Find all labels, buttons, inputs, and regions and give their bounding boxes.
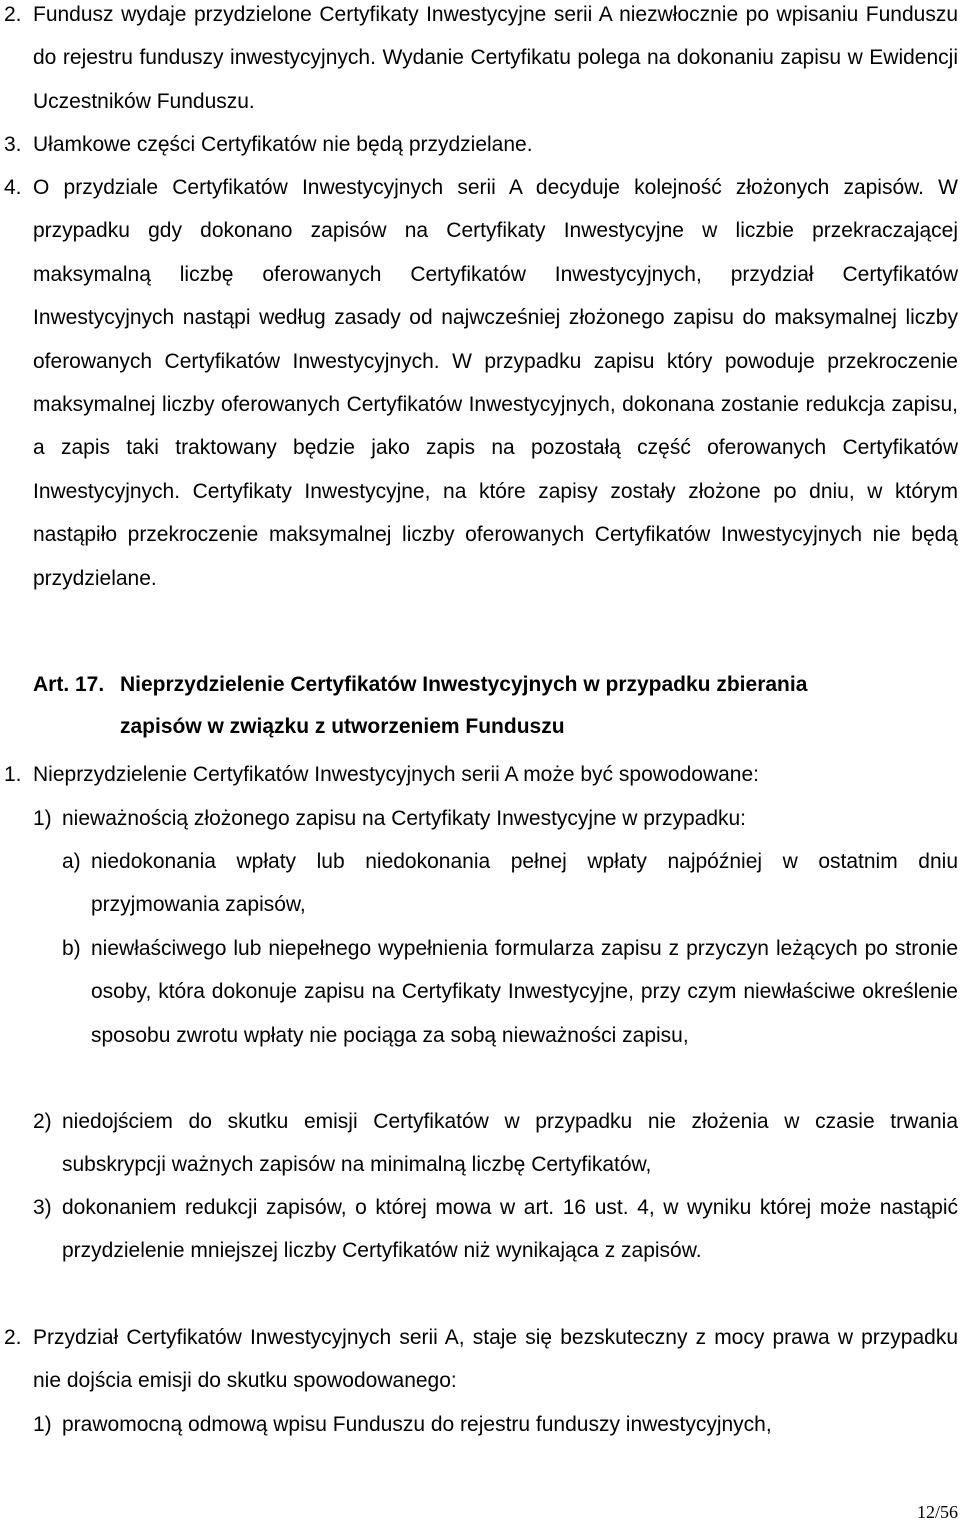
list-number: 1): [33, 807, 52, 830]
paragraph-1-1: nieważnością złożonego zapisu na Certyfikaty Inwestycyjne w przypadku:: [62, 807, 747, 830]
paragraph-1-3: dokonaniem redukcji zapisów, o której mowa w art. 16 ust. 4, w wyniku której może nastąpić przydzielenie mniejszej liczby Certyfikatów niż wynikająca z zapisów.: [62, 1196, 958, 1263]
paragraph-1: Nieprzydzielenie Certyfikatów Inwestycyjnych serii A może być spowodowane:: [33, 763, 759, 786]
list-number: 2): [33, 1110, 52, 1133]
paragraph-1-1-b: niewłaściwego lub niepełnego wypełnienia formularza zapisu z przyczyn leżących po stronie osoby, która dokonuje zapisu na Certyfikaty Inwestycyjne, przy czym niewłaściwe określenie sposobu zwrotu wpłaty nie pociąga za sobą nieważności zapisu,: [91, 937, 958, 1047]
paragraph-1-1-a: niedokonania wpłaty lub niedokonania pełnej wpłaty najpóźniej w ostatnim dniu przyjmowania zapisów,: [91, 850, 958, 917]
paragraph-item-3: Ułamkowe części Certyfikatów nie będą przydzielane.: [33, 133, 533, 156]
paragraph-item-4: O przydziale Certyfikatów Inwestycyjnych serii A decyduje kolejność złożonych zapisów. W przypadku gdy dokonano zapisów na Certyfikaty Inwestycyjne w liczbie przekraczającej maksymalną liczbę oferowanych Certyfikatów Inwestycyjnych, przydział Certyfikatów Inwestycyjnych nastąpi według zasady od najwcześniej złożonego zapisu do maksymalnej liczby oferowanych Certyfikatów Inwestycyjnych. W przypadku zapisu który powoduje przekroczenie maksymalnej liczby oferowanych Certyfikatów Inwestycyjnych, dokonana zostanie redukcja zapisu, a zapis taki traktowany będzie jako zapis na pozostałą część oferowanych Certyfikatów Inwestycyjnych. Certyfikaty Inwestycyjne, na które zapisy zostały złożone po dniu, w którym nastąpiło przekroczenie maksymalnej liczby oferowanych Certyfikatów Inwestycyjnych nie będą przydzielane.: [33, 176, 958, 590]
paragraph-2-1: prawomocną odmową wpisu Funduszu do rejestru funduszy inwestycyjnych,: [62, 1413, 772, 1436]
article-number: Art. 17.: [33, 673, 105, 696]
list-letter: b): [62, 937, 81, 960]
list-number: 3): [33, 1196, 52, 1219]
list-letter: a): [62, 850, 81, 873]
list-number: 1.: [4, 763, 22, 786]
paragraph-1-2: niedojściem do skutku emisji Certyfikatów w przypadku nie złożenia w czasie trwania subskrypcji ważnych zapisów na minimalną liczbę Certyfikatów,: [62, 1110, 958, 1177]
list-number: 4.: [4, 176, 22, 199]
list-number: 3.: [4, 133, 22, 156]
paragraph-2: Przydział Certyfikatów Inwestycyjnych serii A, staje się bezskuteczny z mocy prawa w przypadku nie dojścia emisji do skutku spowodowanego:: [33, 1326, 958, 1393]
paragraph-item-2: Fundusz wydaje przydzielone Certyfikaty Inwestycyjne serii A niezwłocznie po wpisaniu Funduszu do rejestru funduszy inwestycyjnych. Wydanie Certyfikatu polega na dokonaniu zapisu w Ewidencji Uczestników Funduszu.: [33, 3, 958, 113]
list-number: 2.: [4, 3, 22, 26]
page-number: 12/56: [916, 1502, 958, 1522]
list-number: 2.: [4, 1326, 22, 1349]
article-title-line-2: zapisów w związku z utworzeniem Funduszu: [120, 715, 565, 738]
list-number: 1): [33, 1413, 52, 1436]
article-title-line-1: Nieprzydzielenie Certyfikatów Inwestycyjnych w przypadku zbierania: [120, 673, 808, 696]
